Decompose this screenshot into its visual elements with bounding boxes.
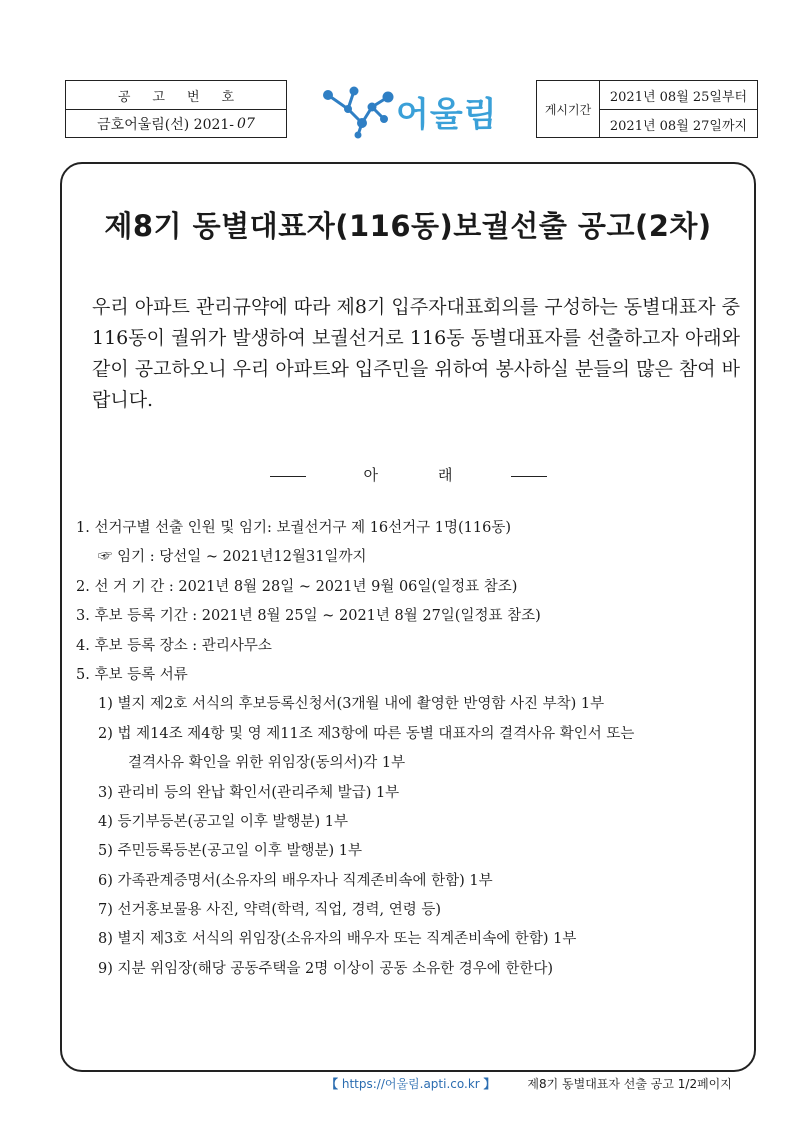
list-item: 3. 후보 등록 기간 : 2021년 8월 25일 ~ 2021년 8월 27일(일정표 참조) xyxy=(76,608,541,625)
posting-period-box xyxy=(536,80,758,138)
list-item: 3) 관리비 등의 완납 확인서(관리주체 발급) 1부 xyxy=(98,784,400,801)
list-item: 2. 선 거 기 간 : 2021년 8월 28일 ~ 2021년 9월 06일(일정표 참조) xyxy=(76,578,518,595)
brand-logo xyxy=(318,83,518,139)
list-item: 4) 등기부등본(공고일 이후 발행분) 1부 xyxy=(98,813,348,830)
list-item: 7) 선거홍보물용 사진, 약력(학력, 직업, 경력, 연령 등) xyxy=(98,902,442,919)
notice-number-box xyxy=(65,80,287,138)
notice-label: 공고번호 xyxy=(66,81,286,110)
period-from: 2021년 08월 25일부터 xyxy=(600,81,757,110)
footer-bracket-open: 【 xyxy=(326,1077,339,1091)
list-item: 결격사유 확인을 위한 위임장(동의서)각 1부 xyxy=(128,755,406,772)
posting-period-dates xyxy=(600,81,757,137)
network-logo-icon xyxy=(318,83,402,139)
list-item: 5) 주민등록등본(공고일 이후 발행분) 1부 xyxy=(98,843,362,860)
site-link[interactable]: https://어울림.apti.co.kr xyxy=(341,1077,480,1091)
notice-frame xyxy=(60,162,756,1072)
list-item: 1. 선거구별 선출 인원 및 임기: 보궐선거구 제 16선거구 1명(116동) xyxy=(76,520,512,536)
notice-number-text: 금호어울림(선) 2021- xyxy=(97,117,235,133)
notice-number xyxy=(66,110,286,138)
heading-dash-left xyxy=(270,476,306,477)
heading-char-2: 래 xyxy=(438,466,453,484)
list-item: 5. 후보 등록 서류 xyxy=(76,666,188,683)
requirements-list xyxy=(76,514,744,984)
page-indicator: 제8기 동별대표자 선출 공고 1/2페이지 xyxy=(527,1077,732,1091)
list-item: 8) 별지 제3호 서식의 위임장(소유자의 배우자 또는 직계존비속에 한함) 1부 xyxy=(98,931,577,948)
heading-dash-right xyxy=(511,476,547,477)
heading-char-1: 아 xyxy=(363,466,378,484)
intro-paragraph: 우리 아파트 관리규약에 따라 제8기 입주자대표회의를 구성하는 동별대표자 중 116동이 궐위가 발생하여 보궐선거로 116동 동별대표자를 선출하고자 아래와 같이 공고하오니 우리 아파트와 입주민을 위하여 봉사하실 분들의 많은 참여 바랍니다. xyxy=(92,296,740,411)
list-item: 2) 법 제14조 제4항 및 영 제11조 제3항에 따른 동별 대표자의 결격사유 확인서 또는 xyxy=(98,725,635,742)
period-to: 2021년 08월 27일까지 xyxy=(609,118,748,134)
page-footer xyxy=(326,1075,732,1092)
list-item: 4. 후보 등록 장소 : 관리사무소 xyxy=(76,637,272,654)
list-item: 6) 가족관계증명서(소유자의 배우자나 직계존비속에 한함) 1부 xyxy=(98,872,493,889)
posting-period-label: 게시기간 xyxy=(537,81,600,137)
notice-number-handwritten: 07 xyxy=(237,116,255,132)
list-item: ☞ 임기 : 당선일 ~ 2021년12월31일까지 xyxy=(98,549,367,566)
footer-bracket-close: 】 xyxy=(483,1077,496,1091)
below-heading xyxy=(62,464,754,485)
page-title: 제8기 동별대표자(116동)보궐선출 공고(2차) xyxy=(104,209,712,243)
list-item: 9) 지분 위임장(해당 공동주택을 2명 이상이 공동 소유한 경우에 한한다) xyxy=(98,960,554,977)
list-item: 1) 별지 제2호 서식의 후보등록신청서(3개월 내에 촬영한 반영함 사진 부착) 1부 xyxy=(98,696,605,713)
brand-name: 어울림 xyxy=(396,94,498,135)
